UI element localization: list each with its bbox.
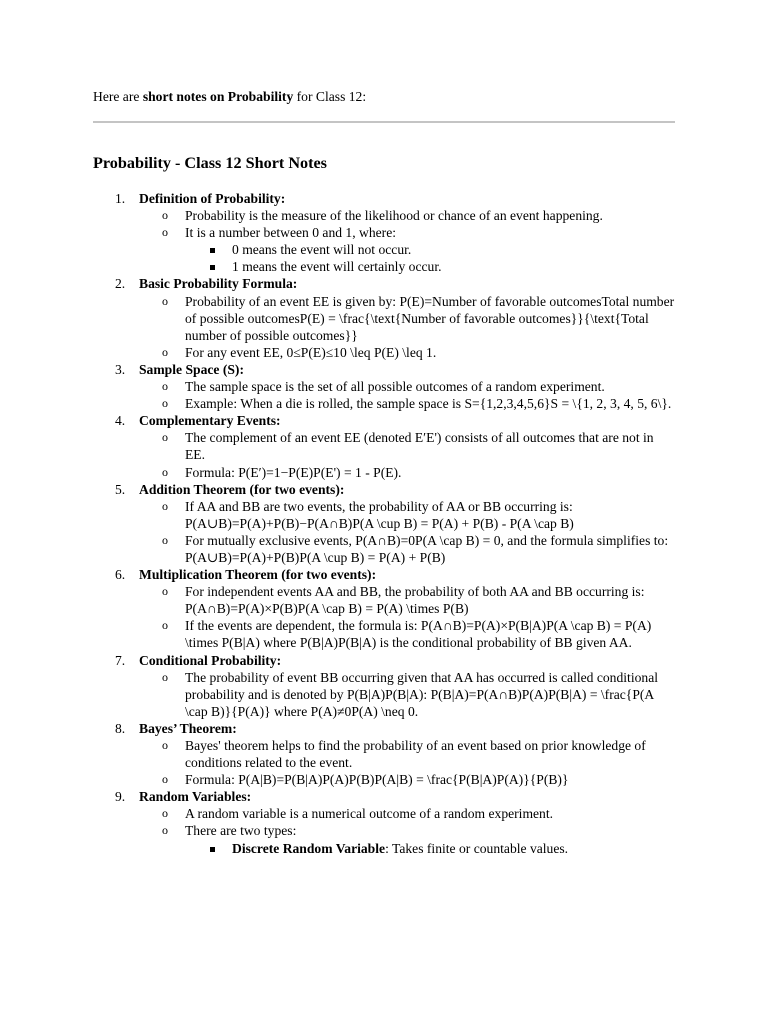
section-points bbox=[139, 207, 675, 275]
hollow-bullet-icon: o bbox=[162, 772, 168, 787]
section-points bbox=[139, 669, 675, 720]
point-item bbox=[139, 805, 675, 822]
point-text: A random variable is a numerical outcome of a random experiment. bbox=[185, 806, 554, 822]
hollow-bullet-icon: o bbox=[162, 293, 168, 308]
hollow-bullet-icon: o bbox=[162, 344, 168, 359]
sub-point-text: 0 means the event will not occur. bbox=[232, 242, 412, 258]
point-text: Formula: P(E′)=1−P(E)P(E') = 1 - P(E). bbox=[185, 464, 402, 480]
sub-point-item bbox=[185, 258, 675, 275]
section-number: 3. bbox=[115, 361, 126, 377]
point-item bbox=[139, 207, 675, 224]
section-points bbox=[139, 805, 675, 856]
section-heading: Multiplication Theorem (for two events): bbox=[139, 567, 377, 583]
hollow-bullet-icon: o bbox=[162, 669, 168, 684]
section-heading: Sample Space (S): bbox=[139, 361, 244, 377]
section-number: 8. bbox=[115, 720, 126, 736]
section-number: 1. bbox=[115, 191, 126, 206]
point-item bbox=[139, 429, 675, 463]
page-title: Probability - Class 12 Short Notes bbox=[93, 154, 327, 172]
section-heading: Basic Probability Formula: bbox=[139, 276, 298, 292]
section-item bbox=[93, 720, 675, 788]
square-bullet-icon bbox=[210, 248, 215, 253]
point-text: If AA and BB are two events, the probability of AA or BB occurring is: P(A∪B)=P(A)+P(B)−P(A∩B)P(A \cup B) = P(A) + P(B) - P(A \cap B) bbox=[185, 498, 574, 531]
hollow-bullet-icon: o bbox=[162, 584, 168, 599]
hollow-bullet-icon: o bbox=[162, 396, 168, 411]
hollow-bullet-icon: o bbox=[162, 208, 168, 223]
point-item bbox=[139, 378, 675, 395]
square-bullet-icon bbox=[210, 265, 215, 270]
point-item bbox=[139, 464, 675, 481]
point-text: For independent events AA and BB, the probability of both AA and BB occurring is: P(A∩B)=P(A)×P(B)P(A \cap B) = P(A) \times P(B) bbox=[185, 584, 645, 617]
intro-bold: short notes on Probability bbox=[142, 89, 294, 104]
hollow-bullet-icon: o bbox=[162, 823, 168, 838]
point-item bbox=[139, 669, 675, 720]
section-number: 6. bbox=[115, 567, 126, 583]
notes-list bbox=[93, 190, 675, 857]
section-item bbox=[93, 566, 675, 651]
point-text: Bayes' theorem helps to find the probability of an event based on prior knowledge of conditions related to the event. bbox=[185, 738, 646, 771]
section-points bbox=[139, 429, 675, 480]
point-text: The complement of an event EE (denoted E′E') consists of all outcomes that are not in EE. bbox=[185, 430, 654, 463]
sub-point-bold: Discrete Random Variable bbox=[232, 840, 386, 856]
section-points bbox=[139, 583, 675, 651]
horizontal-divider bbox=[93, 121, 675, 123]
section-item bbox=[93, 481, 675, 566]
intro-paragraph bbox=[93, 88, 366, 105]
point-item bbox=[139, 395, 675, 412]
intro-suffix: for Class 12: bbox=[293, 89, 367, 104]
section-heading: Definition of Probability: bbox=[139, 191, 286, 206]
point-text: The probability of event BB occurring given that AA has occurred is called conditional probability and is denoted by P(B|A)P(B|A): P(B|A)=P(A∩B)P(A)P(B|A) = \frac{P(A \cap B)}{P(A)} where P(A)≠0P(A) \neq 0. bbox=[185, 669, 659, 719]
section-number: 7. bbox=[115, 652, 126, 668]
hollow-bullet-icon: o bbox=[162, 532, 168, 547]
section-item bbox=[93, 412, 675, 480]
section-points bbox=[139, 737, 675, 788]
point-item bbox=[139, 822, 675, 856]
section-item bbox=[93, 361, 675, 412]
section-number: 2. bbox=[115, 276, 126, 292]
sub-points bbox=[185, 840, 675, 857]
section-heading: Random Variables: bbox=[139, 789, 252, 805]
point-item bbox=[139, 344, 675, 361]
section-points bbox=[139, 378, 675, 412]
sub-point-text: 1 means the event will certainly occur. bbox=[232, 259, 442, 275]
hollow-bullet-icon: o bbox=[162, 225, 168, 240]
section-heading: Addition Theorem (for two events): bbox=[139, 481, 345, 497]
section-item bbox=[93, 652, 675, 720]
point-item bbox=[139, 532, 675, 566]
section-heading: Bayes’ Theorem: bbox=[139, 720, 237, 736]
point-text: There are two types: bbox=[185, 823, 297, 839]
square-bullet-icon bbox=[210, 847, 215, 852]
point-text: It is a number between 0 and 1, where: bbox=[185, 225, 397, 241]
section-heading: Conditional Probability: bbox=[139, 652, 282, 668]
hollow-bullet-icon: o bbox=[162, 618, 168, 633]
point-text: Example: When a die is rolled, the sample space is S={1,2,3,4,5,6}S = \{1, 2, 3, 4, 5, 6\}. bbox=[185, 396, 672, 412]
sub-point-text: : Takes finite or countable values. bbox=[385, 840, 569, 856]
point-text: The sample space is the set of all possible outcomes of a random experiment. bbox=[185, 379, 605, 395]
point-item bbox=[139, 583, 675, 617]
point-text: For any event EE, 0≤P(E)≤10 \leq P(E) \leq 1. bbox=[185, 344, 437, 360]
point-item bbox=[139, 617, 675, 651]
section-points bbox=[139, 293, 675, 361]
point-item bbox=[139, 498, 675, 532]
section-number: 4. bbox=[115, 413, 126, 429]
section-item bbox=[93, 788, 675, 856]
point-text: Probability of an event EE is given by: P(E)=Number of favorable outcomesTotal number of possible outcomesP(E) = \frac{\text{Number of favorable outcomes}}{\text{Total number of possible outcomes}} bbox=[185, 293, 675, 343]
section-item bbox=[93, 190, 675, 275]
point-text: Probability is the measure of the likelihood or chance of an event happening. bbox=[185, 208, 603, 224]
point-item bbox=[139, 771, 675, 788]
hollow-bullet-icon: o bbox=[162, 806, 168, 821]
point-item bbox=[139, 224, 675, 275]
intro-prefix: Here are bbox=[93, 89, 143, 104]
section-item bbox=[93, 275, 675, 360]
section-points bbox=[139, 498, 675, 566]
point-item bbox=[139, 737, 675, 771]
point-text: If the events are dependent, the formula is: P(A∩B)=P(A)×P(B|A)P(A \cap B) = P(A) \times P(B|A) where P(B|A)P(B|A) is the conditional probability of BB given AA. bbox=[185, 618, 652, 651]
section-heading: Complementary Events: bbox=[139, 413, 281, 429]
point-text: Formula: P(A|B)=P(B|A)P(A)P(B)P(A|B) = \frac{P(B|A)P(A)}{P(B)} bbox=[185, 772, 569, 788]
hollow-bullet-icon: o bbox=[162, 498, 168, 513]
hollow-bullet-icon: o bbox=[162, 738, 168, 752]
hollow-bullet-icon: o bbox=[162, 430, 168, 445]
section-number: 5. bbox=[115, 481, 126, 497]
point-item bbox=[139, 293, 675, 344]
hollow-bullet-icon: o bbox=[162, 379, 168, 394]
sub-point-item bbox=[185, 241, 675, 258]
sub-points bbox=[185, 241, 675, 275]
sub-point-item bbox=[185, 840, 675, 857]
point-text: For mutually exclusive events, P(A∩B)=0P(A \cap B) = 0, and the formula simplifies to: P(A∪B)=P(A)+P(B)P(A \cup B) = P(A) + P(B) bbox=[185, 532, 669, 565]
hollow-bullet-icon: o bbox=[162, 464, 168, 479]
section-number: 9. bbox=[115, 789, 126, 805]
